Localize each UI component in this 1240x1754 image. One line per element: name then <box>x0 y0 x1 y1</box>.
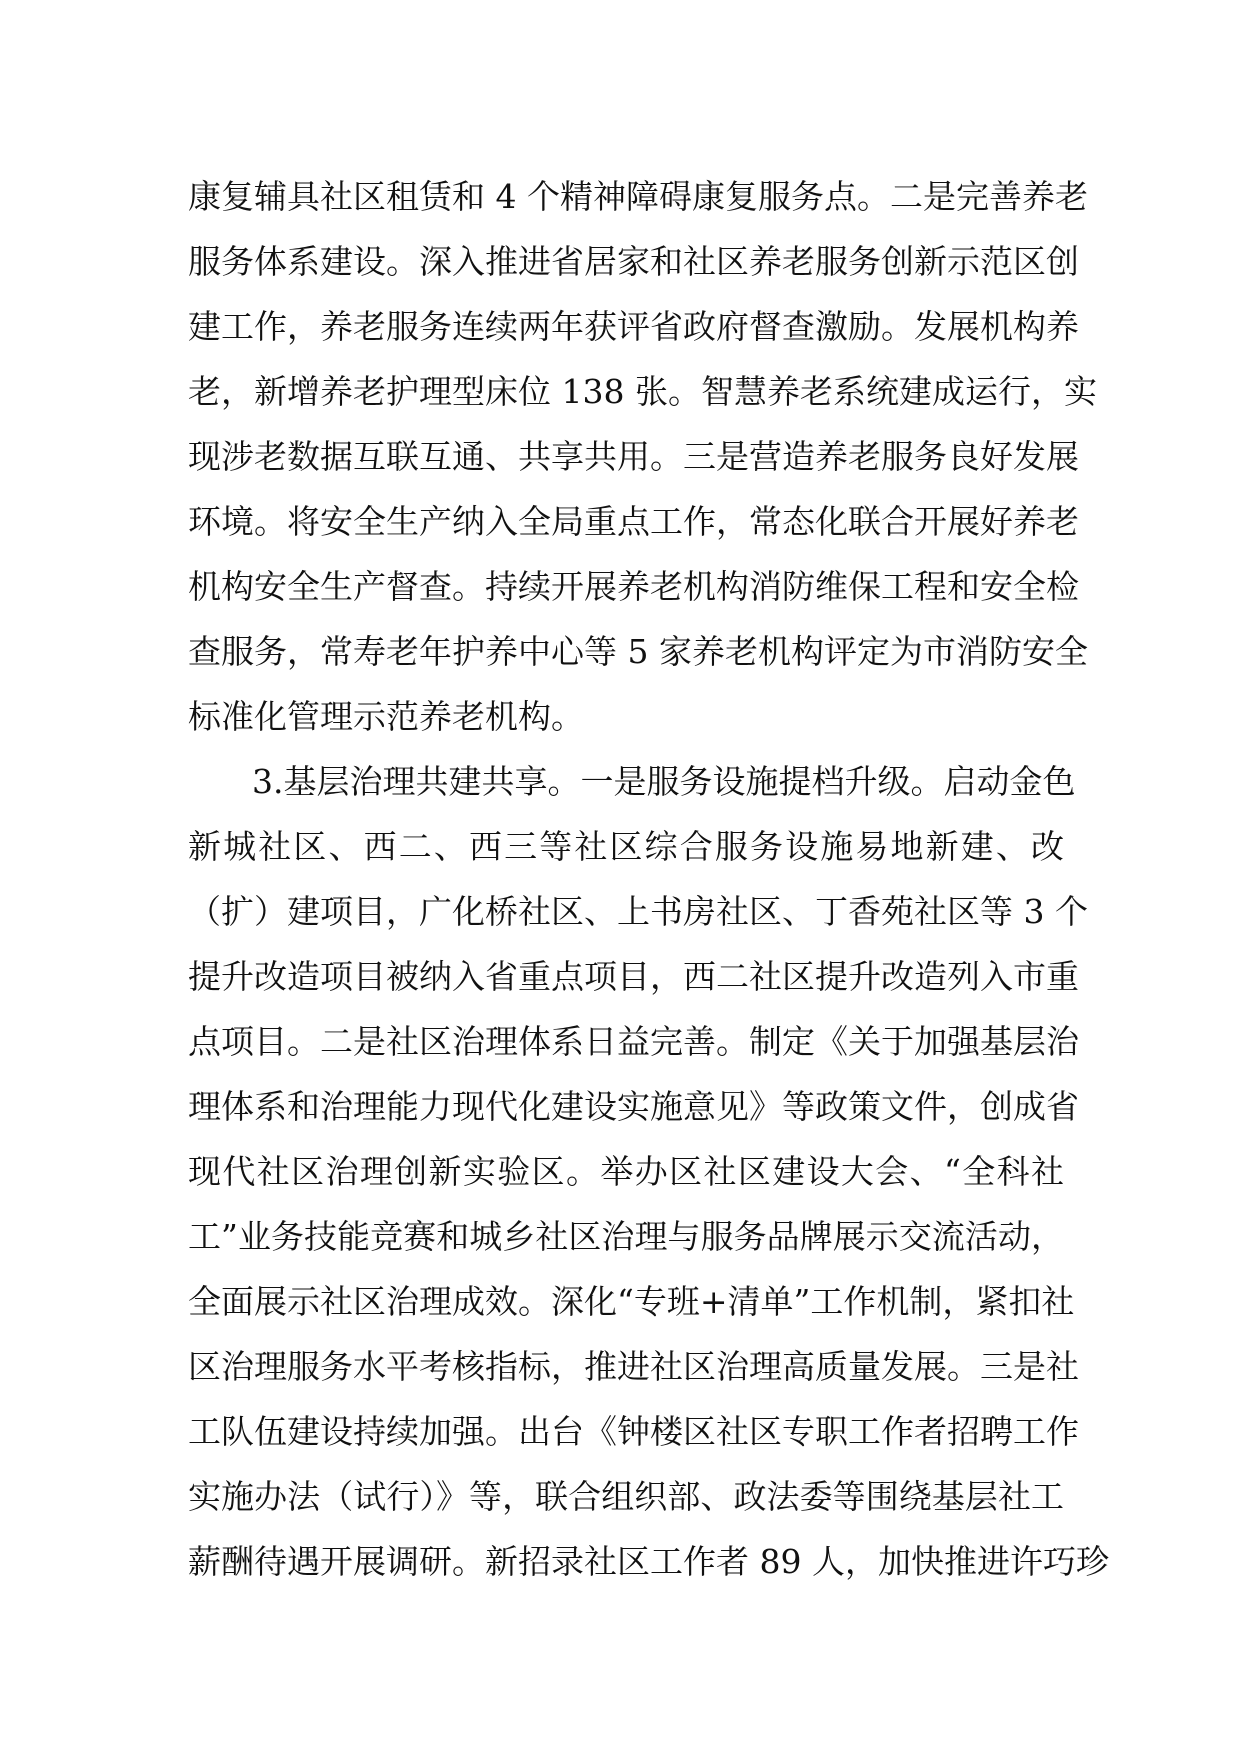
text-line: 建工作，养老服务连续两年获评省政府督查激励。发展机构养 <box>188 307 1079 346</box>
text-line: 工队伍建设持续加强。出台《钟楼区社区专职工作者招聘工作 <box>188 1412 1079 1451</box>
text-line: 现代社区治理创新实验区。举办区社区建设大会、“全科社 <box>188 1152 1064 1191</box>
text-line: 老，新增养老护理型床位 138 张。智慧养老系统建成运行，实 <box>188 372 1097 411</box>
text-line: 提升改造项目被纳入省重点项目，西二社区提升改造列入市重 <box>188 957 1079 996</box>
text-line: 现涉老数据互联互通、共享共用。三是营造养老服务良好发展 <box>188 437 1079 476</box>
paragraph-heading-line: 3.基层治理共建共享。一是服务设施提档升级。启动金色 <box>252 762 1076 801</box>
text-line: 机构安全生产督查。持续开展养老机构消防维保工程和安全检 <box>188 567 1079 606</box>
text-line: 实施办法（试行）》等，联合组织部、政法委等围绕基层社工 <box>188 1477 1064 1516</box>
text-line: 康复辅具社区租赁和 4 个精神障碍康复服务点。二是完善养老 <box>188 177 1088 216</box>
text-line: 查服务，常寿老年护养中心等 5 家养老机构评定为市消防安全 <box>188 632 1088 671</box>
text-line: 工”业务技能竞赛和城乡社区治理与服务品牌展示交流活动， <box>188 1217 1064 1256</box>
text-line: 理体系和治理能力现代化建设实施意见》等政策文件，创成省 <box>188 1087 1079 1126</box>
text-line: 服务体系建设。深入推进省居家和社区养老服务创新示范区创 <box>188 242 1079 281</box>
paragraph-end-line: 标准化管理示范养老机构。 <box>188 697 584 736</box>
text-line: 全面展示社区治理成效。深化“专班+清单”工作机制，紧扣社 <box>188 1282 1075 1321</box>
text-line: 环境。将安全生产纳入全局重点工作，常态化联合开展好养老 <box>188 502 1079 541</box>
text-line: 薪酬待遇开展调研。新招录社区工作者 89 人，加快推进许巧珍 <box>188 1542 1109 1581</box>
text-line: 新城社区、西二、西三等社区综合服务设施易地新建、改 <box>188 827 1064 866</box>
text-line: （扩）建项目，广化桥社区、上书房社区、丁香苑社区等 3 个 <box>188 892 1088 931</box>
text-line: 点项目。二是社区治理体系日益完善。制定《关于加强基层治 <box>188 1022 1079 1061</box>
document-body <box>188 164 1109 1594</box>
text-line: 区治理服务水平考核指标，推进社区治理高质量发展。三是社 <box>188 1347 1079 1386</box>
